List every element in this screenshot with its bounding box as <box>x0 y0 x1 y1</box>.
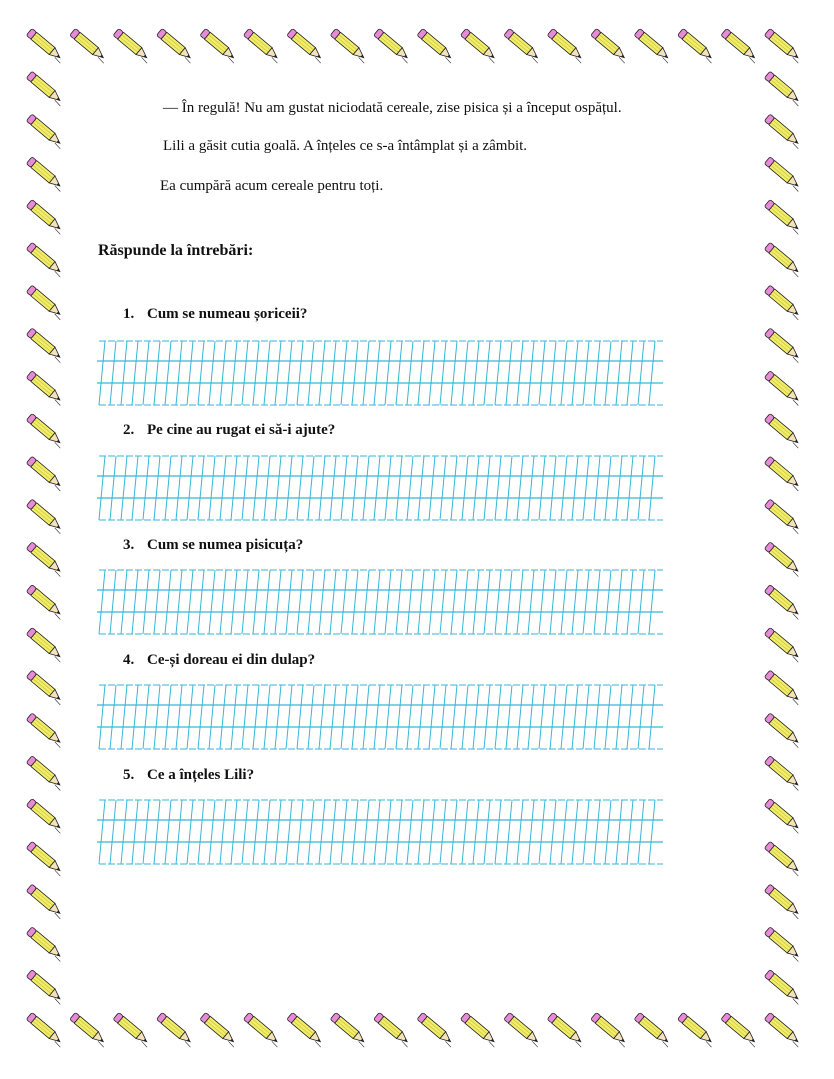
pencil-icon <box>26 756 65 791</box>
pencil-icon <box>330 28 369 63</box>
pencil-icon <box>26 499 65 534</box>
story-line-2: Lili a găsit cutia goală. A înțeles ce s-a întâmplat și a zâmbit. <box>163 138 528 154</box>
question-number: 1. <box>123 306 135 322</box>
pencil-icon <box>591 28 630 63</box>
pencil-icon <box>764 970 803 1005</box>
pencil-icon <box>26 285 65 320</box>
pencil-icon <box>287 1012 326 1047</box>
pencil-icon <box>156 28 195 63</box>
pencil-icon <box>764 285 803 320</box>
question-text: Ce a înțeles Lili? <box>147 767 255 783</box>
pencil-icon <box>764 114 803 149</box>
pencil-icon <box>330 1012 369 1047</box>
pencil-icon <box>26 328 65 363</box>
pencil-icon <box>547 1012 586 1047</box>
pencil-icon <box>764 328 803 363</box>
pencil-icon <box>504 1012 543 1047</box>
pencil-icon <box>677 1012 716 1047</box>
pencil-icon <box>460 1012 499 1047</box>
pencil-icon <box>26 157 65 192</box>
pencil-icon <box>243 1012 282 1047</box>
pencil-icon <box>26 242 65 277</box>
pencil-icon <box>26 28 65 63</box>
pencil-icon <box>764 627 803 662</box>
pencil-icon <box>243 28 282 63</box>
pencil-icon <box>721 1012 760 1047</box>
question-4 <box>123 652 315 669</box>
pencil-icon <box>764 884 803 919</box>
pencil-icon <box>764 157 803 192</box>
writing-lines-2[interactable] <box>97 452 663 524</box>
pencil-icon <box>26 585 65 620</box>
pencil-icon <box>26 884 65 919</box>
pencil-icon <box>26 200 65 235</box>
pencil-icon <box>764 413 803 448</box>
pencil-icon <box>70 28 109 63</box>
pencil-icon <box>764 499 803 534</box>
pencil-icon <box>764 799 803 834</box>
pencil-icon <box>764 242 803 277</box>
question-text: Cum se numea pisicuța? <box>147 537 304 553</box>
pencil-icon <box>26 927 65 962</box>
writing-lines-1[interactable] <box>97 337 663 409</box>
pencil-icon <box>26 799 65 834</box>
story-line-1: — În regulă! Nu am gustat niciodată cereale, zise pisica și a început ospățul. <box>163 100 622 116</box>
pencil-icon <box>26 413 65 448</box>
pencil-icon <box>113 28 152 63</box>
pencil-icon <box>764 200 803 235</box>
pencil-icon <box>764 1012 803 1047</box>
pencil-icon <box>634 28 673 63</box>
pencil-icon <box>417 1012 456 1047</box>
pencil-icon <box>764 371 803 406</box>
pencil-icon <box>504 28 543 63</box>
question-5 <box>123 767 254 784</box>
question-number: 3. <box>123 537 135 553</box>
pencil-icon <box>374 1012 413 1047</box>
pencil-icon <box>26 670 65 705</box>
pencil-icon <box>764 756 803 791</box>
writing-lines-3[interactable] <box>97 566 663 638</box>
question-1 <box>123 306 307 323</box>
pencil-icon <box>156 1012 195 1047</box>
question-number: 2. <box>123 422 135 438</box>
pencil-icon <box>26 627 65 662</box>
pencil-icon <box>547 28 586 63</box>
pencil-icon <box>26 371 65 406</box>
writing-lines-5[interactable] <box>97 796 663 868</box>
pencil-icon <box>200 1012 239 1047</box>
pencil-icon <box>764 927 803 962</box>
pencil-icon <box>764 456 803 491</box>
pencil-icon <box>721 28 760 63</box>
pencil-icon <box>634 1012 673 1047</box>
pencil-icon <box>70 1012 109 1047</box>
pencil-icon <box>26 542 65 577</box>
question-2 <box>123 422 335 439</box>
question-number: 5. <box>123 767 135 783</box>
pencil-icon <box>374 28 413 63</box>
pencil-icon <box>417 28 456 63</box>
pencil-icon <box>764 841 803 876</box>
pencil-icon <box>26 114 65 149</box>
question-text: Ce-și doreau ei din dulap? <box>147 652 316 668</box>
writing-lines-4[interactable] <box>97 681 663 753</box>
question-text: Cum se numeau șoriceii? <box>147 306 308 322</box>
pencil-icon <box>764 71 803 106</box>
pencil-icon <box>460 28 499 63</box>
question-number: 4. <box>123 652 135 668</box>
pencil-icon <box>26 71 65 106</box>
pencil-icon <box>764 670 803 705</box>
story-line-3: Ea cumpără acum cereale pentru toți. <box>160 178 384 194</box>
pencil-icon <box>26 970 65 1005</box>
pencil-icon <box>113 1012 152 1047</box>
pencil-icon <box>764 713 803 748</box>
pencil-icon <box>764 28 803 63</box>
question-text: Pe cine au rugat ei să-i ajute? <box>147 422 336 438</box>
pencil-icon <box>287 28 326 63</box>
pencil-icon <box>26 456 65 491</box>
pencil-icon <box>764 585 803 620</box>
pencil-icon <box>200 28 239 63</box>
pencil-icon <box>26 841 65 876</box>
pencil-icon <box>26 1012 65 1047</box>
pencil-icon <box>764 542 803 577</box>
questions-heading: Răspunde la întrebări: <box>98 242 254 259</box>
pencil-icon <box>677 28 716 63</box>
pencil-icon <box>591 1012 630 1047</box>
pencil-icon <box>26 713 65 748</box>
question-3 <box>123 537 303 554</box>
